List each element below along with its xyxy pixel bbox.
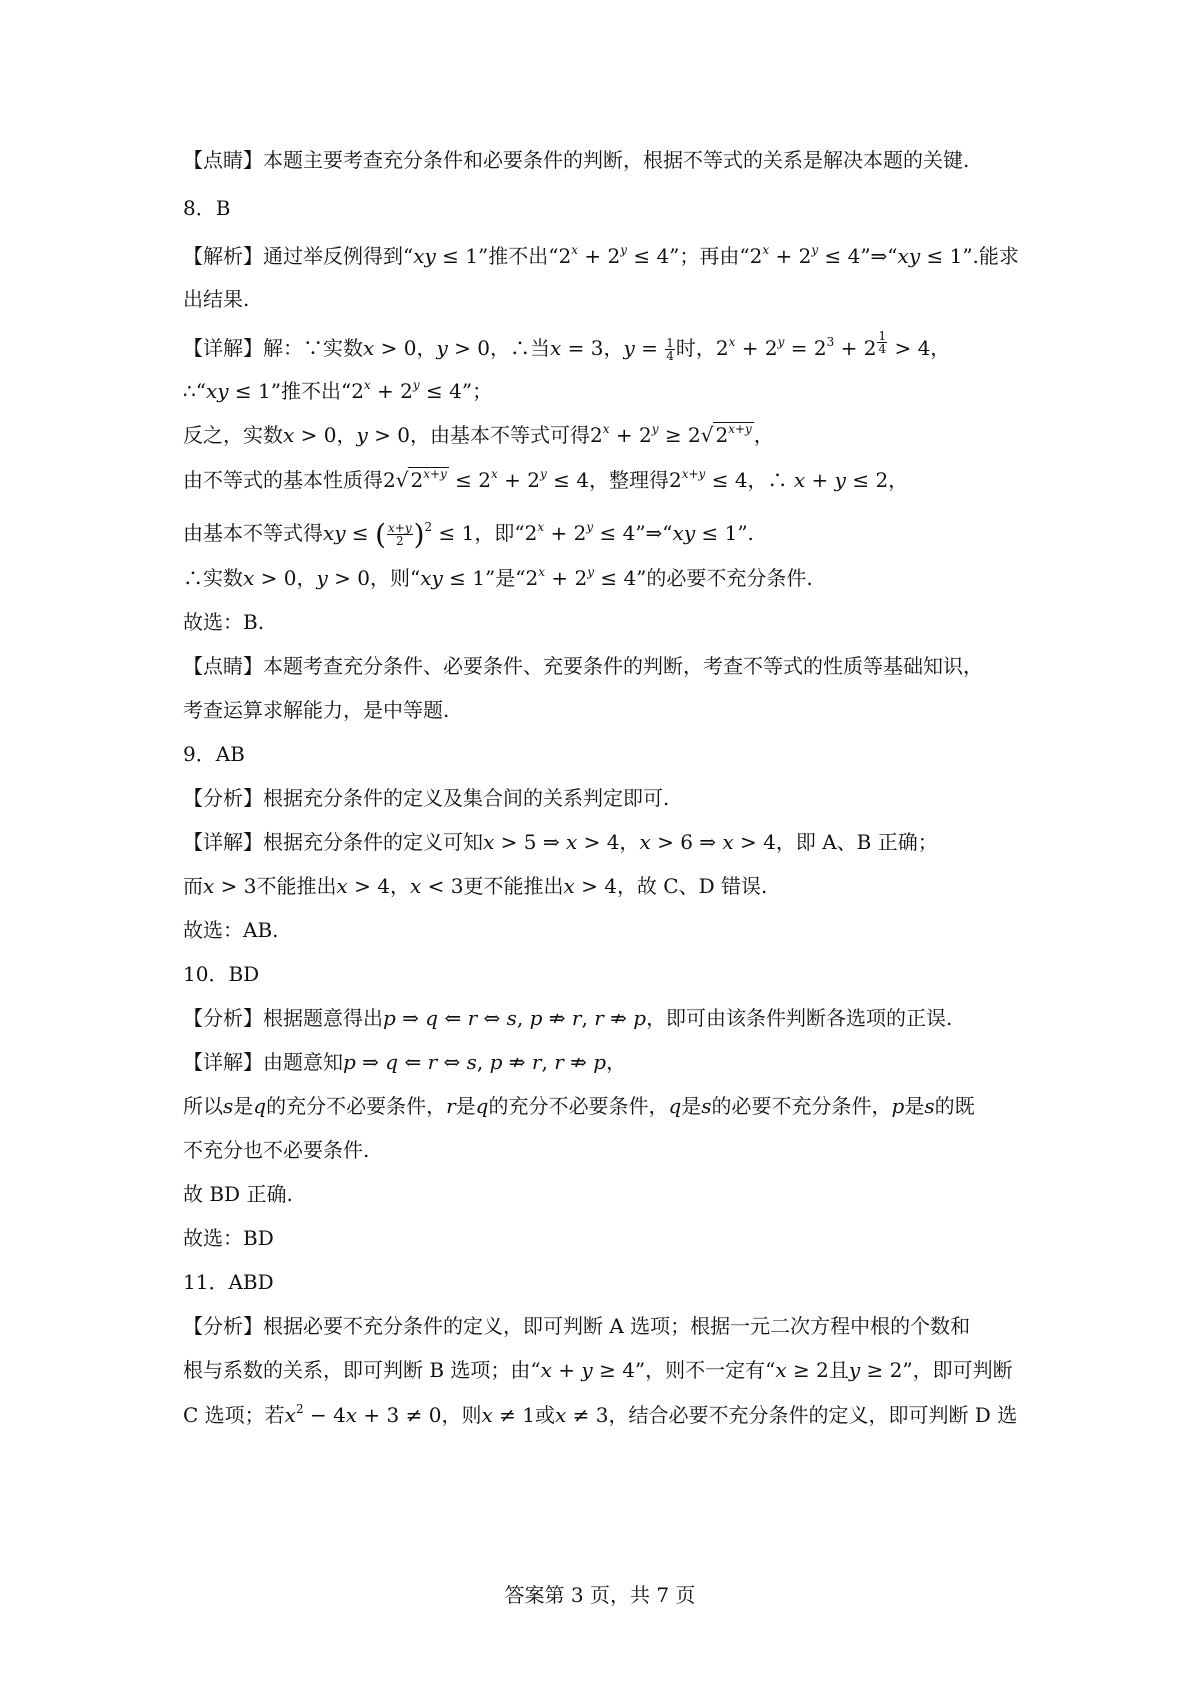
text-line: 反之，实数x > 0，y > 0，由基本不等式可得$2^x + 2^y \ge 2√$ $2^{x+y}$ ， <box>183 422 774 447</box>
page-footer: 答案第 3 页，共 7 页 <box>504 1583 696 1607</box>
text-line: 故 BD 正确. <box>183 1182 293 1206</box>
text-line: 【分析】根据必要不充分条件的定义，即可判断 A 选项；根据一元二次方程中根的个数和 <box>183 1314 971 1338</box>
text-line: 【分析】根据充分条件的定义及集合间的关系判定即可. <box>183 786 670 810</box>
text-line: 出结果. <box>183 287 250 311</box>
text-line: 所以s是q的充分不必要条件，r是q的充分不必要条件，q是s的必要不充分条件，p是s的既 <box>183 1094 975 1118</box>
text-line: 故选：BD <box>183 1226 274 1250</box>
question-heading: 8．B <box>183 196 231 220</box>
text-line: ∴实数x > 0，y > 0，则“xy ≤ 1”是“$2^x + 2^y \le 4$”的必要不充分条件. <box>183 565 813 590</box>
text-line: 由基本不等式得xy ≤ ( $\frac{x+y}{2}$ )$^2$ ≤ 1，即“$2^x + 2^y$ ≤ 4”⇒“xy ≤ 1”. <box>183 518 754 551</box>
text-line: 【点睛】本题主要考查充分条件和必要条件的判断，根据不等式的关系是解决本题的关键. <box>183 148 970 172</box>
text-line: 故选：B. <box>183 610 265 634</box>
text-line: 【分析】根据题意得出p ⇒ q ⇐ r ⇔ s, p ⇏ r, r ⇏ p，即可由该条件判断各选项的正误. <box>183 1006 953 1030</box>
text-line: ∴“xy ≤ 1”推不出“$2^x + 2^y \le 4$”； <box>183 378 493 403</box>
text-line: 不充分也不必要条件. <box>183 1138 370 1162</box>
text-line: 【解析】通过举反例得到“xy ≤ 1”推不出“$2^x + 2^y \le 4$”；再由“$2^x + 2^y$ ≤ 4”⇒“xy ≤ 1”.能求 <box>183 243 1019 268</box>
text-line: 【点睛】本题考查充分条件、必要条件、充要条件的判断，考查不等式的性质等基础知识， <box>183 654 983 678</box>
text-line: 由不等式的基本性质得2√ $2^{x+y} \le 2^x + 2^y \le 4$，整理得$2^{x+y} \le 4$，∴ x + y ≤ 2， <box>183 467 909 492</box>
text-line: 【详解】根据充分条件的定义可知x > 5 ⇒ x > 4，x > 6 ⇒ x > 4，即 A、B 正确； <box>183 830 938 854</box>
text-line: 而x > 3不能推出x > 4，x < 3更不能推出x > 4，故 C、D 错误. <box>183 874 768 898</box>
text-line: C 选项；若$x^2 - 4x + 3 \ne 0$，则x ≠ 1或x ≠ 3，结合必要不充分条件的定义，即可判断 D 选 <box>183 1402 1018 1427</box>
text-line: 【详解】解：∵实数x > 0，y > 0，∴当x = 3，y = $\frac{1}{4}$ 时，$2^x + 2^y = 2^3 + 2$ $^{\frac{1}{4}}$ > 4， <box>183 329 951 363</box>
question-heading: 9．AB <box>183 742 245 766</box>
text-line: 考查运算求解能力，是中等题. <box>183 698 450 722</box>
text-line: 根与系数的关系，即可判断 B 选项；由“x + y ≥ 4”，则不一定有“x ≥ 2且y ≥ 2”，即可判断 <box>183 1358 1013 1382</box>
question-heading: 11．ABD <box>183 1270 274 1294</box>
text-line: 【详解】由题意知p ⇒ q ⇐ r ⇔ s, p ⇏ r, r ⇏ p， <box>183 1050 627 1074</box>
question-heading: 10．BD <box>183 962 260 986</box>
text-line: 故选：AB. <box>183 918 279 942</box>
